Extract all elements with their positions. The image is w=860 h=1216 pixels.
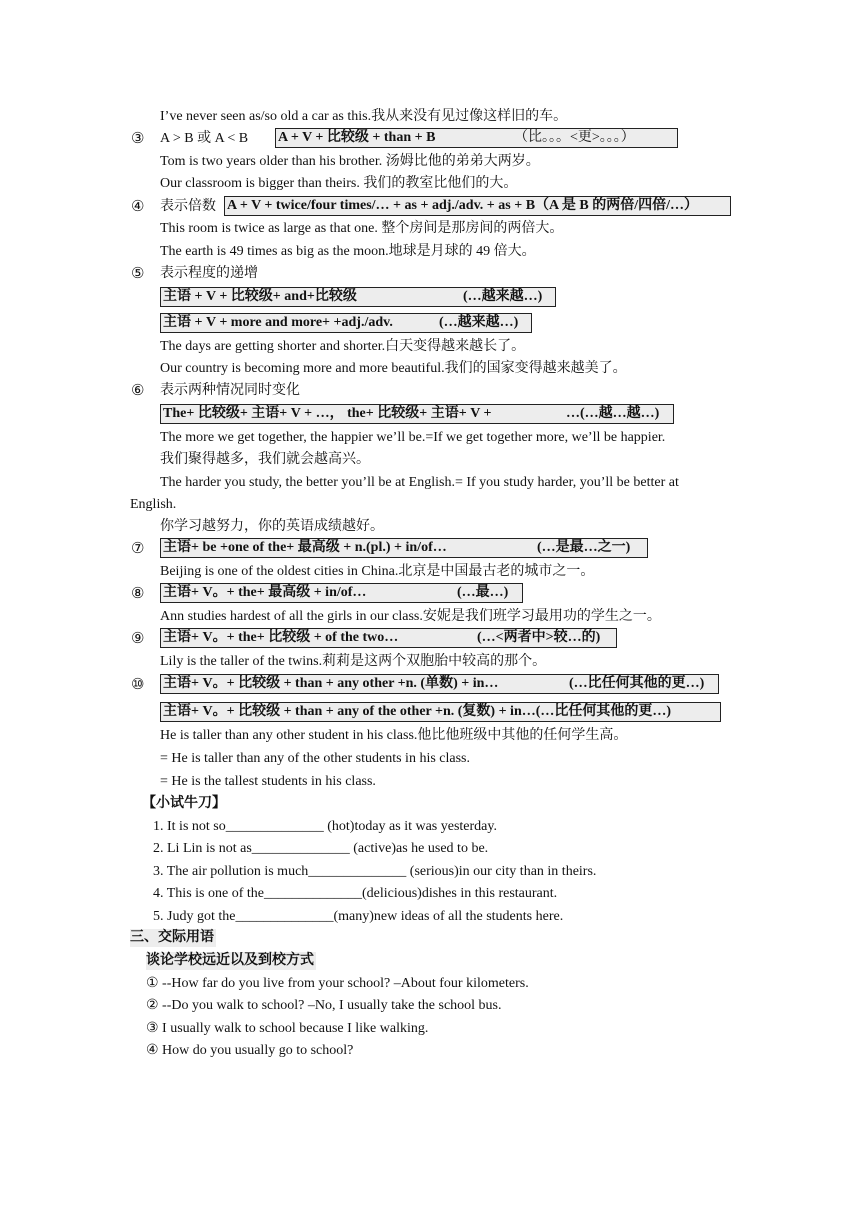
dialogue-line: ③ I usually walk to school because I like walking. bbox=[146, 1021, 429, 1036]
example-sentence: I’ve never seen as/so old a car as this.我从来没有见过像这样旧的车。 bbox=[160, 109, 568, 124]
dialogue-line: ② --Do you walk to school? –No, I usually take the school bus. bbox=[146, 998, 502, 1013]
formula-box bbox=[160, 538, 648, 558]
example-sentence: Beijing is one of the oldest cities in China.北京是中国最古老的城市之一。 bbox=[160, 564, 595, 579]
practice-item: 3. The air pollution is much______________ (serious)in our city than in theirs. bbox=[153, 864, 597, 879]
item-number: ③ bbox=[131, 131, 145, 147]
dialogue-line: ① --How far do you live from your school? –About four kilometers. bbox=[146, 976, 529, 991]
dialogue-line: ④ How do you usually go to school? bbox=[146, 1043, 354, 1058]
example-sentence: He is taller than any other student in his class.他比他班级中其他的任何学生高。 bbox=[160, 728, 628, 743]
section-heading: 三、交际用语 bbox=[130, 930, 214, 945]
item-number: ⑥ bbox=[131, 383, 145, 399]
practice-title: 【小试牛刀】 bbox=[142, 796, 226, 811]
formula-text: 主语+ V。+ 比较级 + than + any other +n. (单数) + in… bbox=[163, 676, 499, 691]
rule-label: 表示程度的递增 bbox=[160, 266, 258, 281]
item-number: ⑤ bbox=[131, 266, 145, 282]
formula-text: 主语 + V + more and more+ +adj./adv. bbox=[163, 315, 393, 330]
example-sentence: Tom is two years older than his brother. 汤姆比他的弟弟大两岁。 bbox=[160, 154, 540, 169]
formula-box bbox=[275, 128, 678, 148]
formula-text: 主语+ V。+ the+ 比较级 + of the two… bbox=[163, 630, 399, 645]
formula-note: (…是最…之一) bbox=[537, 540, 631, 555]
formula-note: (…比任何其他的更…) bbox=[569, 676, 705, 691]
practice-item: 1. It is not so______________ (hot)today as it was yesterday. bbox=[153, 819, 497, 834]
example-sentence-cont: English. bbox=[130, 497, 177, 512]
formula-box bbox=[160, 287, 556, 307]
practice-item: 4. This is one of the______________(delicious)dishes in this restaurant. bbox=[153, 886, 558, 901]
item-number: ⑧ bbox=[131, 586, 145, 602]
formula-note: (…越来越…) bbox=[439, 315, 519, 330]
item-number: ⑨ bbox=[131, 631, 145, 647]
formula-text: A + V + twice/four times/… + as + adj./adv. + as + B（A 是 B 的两倍/四倍/…） bbox=[227, 198, 699, 213]
rule-label: 表示倍数 bbox=[160, 199, 216, 214]
formula-box bbox=[224, 196, 731, 216]
example-translation: 我们聚得越多，我们就会越高兴。 bbox=[160, 452, 370, 467]
example-sentence: = He is the tallest students in his class. bbox=[160, 774, 376, 789]
formula-box bbox=[160, 313, 532, 333]
rule-label: 表示两种情况同时变化 bbox=[160, 383, 300, 398]
formula-note: (…<两者中>较…的) bbox=[477, 630, 601, 645]
example-sentence: Our classroom is bigger than theirs. 我们的教室比他们的大。 bbox=[160, 176, 518, 191]
item-number: ④ bbox=[131, 199, 145, 215]
example-sentence: Ann studies hardest of all the girls in our class.安妮是我们班学习最用功的学生之一。 bbox=[160, 609, 661, 624]
formula-box bbox=[160, 404, 674, 424]
formula-note: （比。。。<更>。。。） bbox=[514, 130, 635, 145]
formula-box bbox=[160, 628, 617, 648]
example-sentence: The harder you study, the better you’ll be at English.= If you study harder, you’ll be better at bbox=[160, 475, 679, 490]
item-number: ⑦ bbox=[131, 541, 145, 557]
rule-label: A > B 或 A < B bbox=[160, 131, 249, 146]
example-sentence: The more we get together, the happier we’ll be.=If we get together more, we’ll be happier. bbox=[160, 430, 666, 445]
example-sentence: The earth is 49 times as big as the moon.地球是月球的 49 倍大。 bbox=[160, 244, 536, 259]
practice-item: 2. Li Lin is not as______________ (active)as he used to be. bbox=[153, 841, 489, 856]
item-number: ⑩ bbox=[131, 677, 145, 693]
section-subheading: 谈论学校远近以及到校方式 bbox=[146, 953, 314, 968]
example-sentence: Lily is the taller of the twins.莉莉是这两个双胞胎中较高的那个。 bbox=[160, 654, 547, 669]
formula-text: A + V + 比较级 + than + B bbox=[278, 130, 436, 145]
formula-text: The+ 比较级+ 主语+ V + …， the+ 比较级+ 主语+ V + bbox=[163, 406, 492, 421]
formula-text: 主语 + V + 比较级+ and+比较级 bbox=[163, 289, 357, 304]
example-sentence: This room is twice as large as that one. 整个房间是那房间的两倍大。 bbox=[160, 221, 564, 236]
example-sentence: = He is taller than any of the other students in his class. bbox=[160, 751, 470, 766]
formula-text: 主语+ V。+ the+ 最高级 + in/of… bbox=[163, 585, 367, 600]
practice-item: 5. Judy got the______________(many)new ideas of all the students here. bbox=[153, 909, 564, 924]
formula-text: 主语+ be +one of the+ 最高级 + n.(pl.) + in/of… bbox=[163, 540, 447, 555]
formula-note: …(…越…越…) bbox=[566, 406, 660, 421]
formula-note: (…最…) bbox=[457, 585, 509, 600]
formula-note: (…越来越…) bbox=[463, 289, 543, 304]
example-sentence: The days are getting shorter and shorter.白天变得越来越长了。 bbox=[160, 339, 526, 354]
example-translation: 你学习越努力，你的英语成绩越好。 bbox=[160, 519, 384, 534]
example-sentence: Our country is becoming more and more beautiful.我们的国家变得越来越美了。 bbox=[160, 361, 627, 376]
formula-box bbox=[160, 674, 719, 694]
formula-box bbox=[160, 583, 523, 603]
formula-box bbox=[160, 702, 721, 722]
formula-text: 主语+ V。+ 比较级 + than + any of the other +n. (复数) + in…(…比任何其他的更…) bbox=[163, 704, 672, 719]
